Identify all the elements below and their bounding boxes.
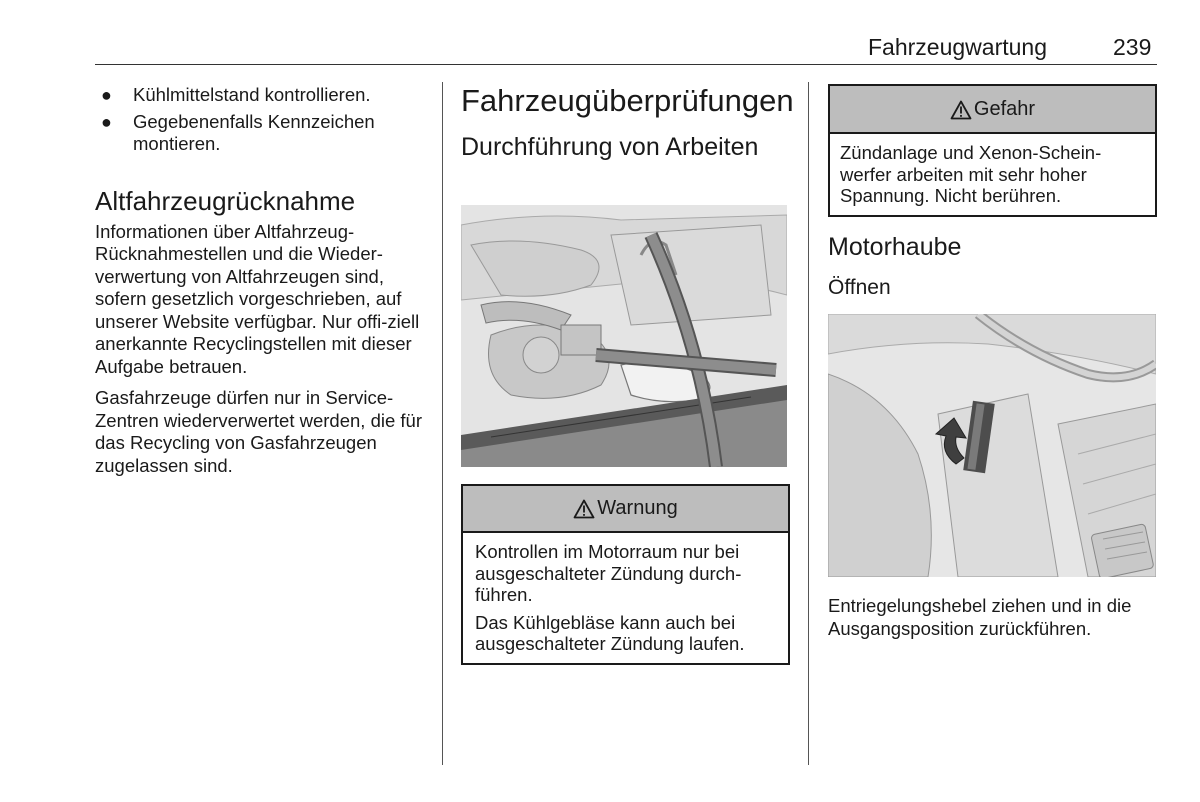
warning-box-body: [463, 533, 788, 663]
danger-title: Gefahr: [973, 98, 1036, 120]
danger-text: Zündanlage und Xenon-Schein-werfer arbeiten mit sehr hoher Spannung. Nicht berühren.: [840, 142, 1102, 206]
warning-box-header: [463, 486, 788, 533]
warning-triangle-icon: [950, 100, 972, 120]
paragraph-recycling-info: Informationen über Altfahrzeug-Rücknahmestellen und die Wieder-verwertung von Altfahrzeugen sind, sofern gesetzlich vorgeschrieben, auf unserer Website verfügbar. Nur offi-ziell anerkannte Recyclingstellen mit dieser Aufgabe betrauen.: [95, 220, 420, 377]
warning-text-2: Das Kühlgebläse kann auch bei ausgeschalteter Zündung laufen.: [475, 611, 745, 654]
bullet-icon: ●: [101, 111, 112, 132]
running-header-title: Fahrzeugwartung: [868, 34, 1047, 60]
column-divider-left: [442, 82, 443, 765]
section-heading-altfahrzeug: Altfahrzeugrücknahme: [95, 185, 356, 216]
column-2: [461, 83, 794, 162]
danger-box-body: [830, 134, 1155, 215]
checklist: [95, 84, 425, 156]
page-number: 239: [1113, 34, 1152, 60]
list-item-text: Kühlmittelstand kontrollieren.: [133, 84, 371, 105]
section-heading-motorhaube: Motorhaube: [828, 233, 962, 261]
list-item-text: Gegebenenfalls Kennzeichen montieren.: [133, 110, 375, 154]
list-item: [95, 111, 425, 156]
danger-box-header: [830, 86, 1155, 134]
danger-box: [828, 84, 1157, 217]
warning-title: Warnung: [597, 497, 678, 519]
bullet-icon: ●: [101, 85, 112, 105]
subheading-oeffnen: Öffnen: [828, 276, 891, 299]
engine-bay-illustration: [461, 205, 787, 467]
column-1: [95, 84, 425, 477]
section-heading-arbeiten: Durchführung von Arbeiten: [461, 133, 759, 161]
column-divider-right: [808, 82, 809, 765]
header-rule: [95, 64, 1157, 65]
warning-text-1: Kontrollen im Motorraum nur bei ausgeschalteter Zündung durch-führen.: [475, 541, 742, 605]
warning-triangle-icon: [573, 499, 595, 519]
hood-release-illustration: [828, 314, 1156, 577]
caption-hood-release: Entriegelungshebel ziehen und in die Ausgangsposition zurückführen.: [828, 595, 1132, 639]
paragraph-gas-vehicles: Gasfahrzeuge dürfen nur in Service-Zentren wiederverwertet werden, die für das Recycling von Gasfahrzeugen zugelassen sind.: [95, 387, 422, 476]
list-item: [95, 84, 425, 107]
warning-box: [461, 484, 790, 665]
chapter-title: Fahrzeugüberprüfungen: [461, 83, 794, 118]
